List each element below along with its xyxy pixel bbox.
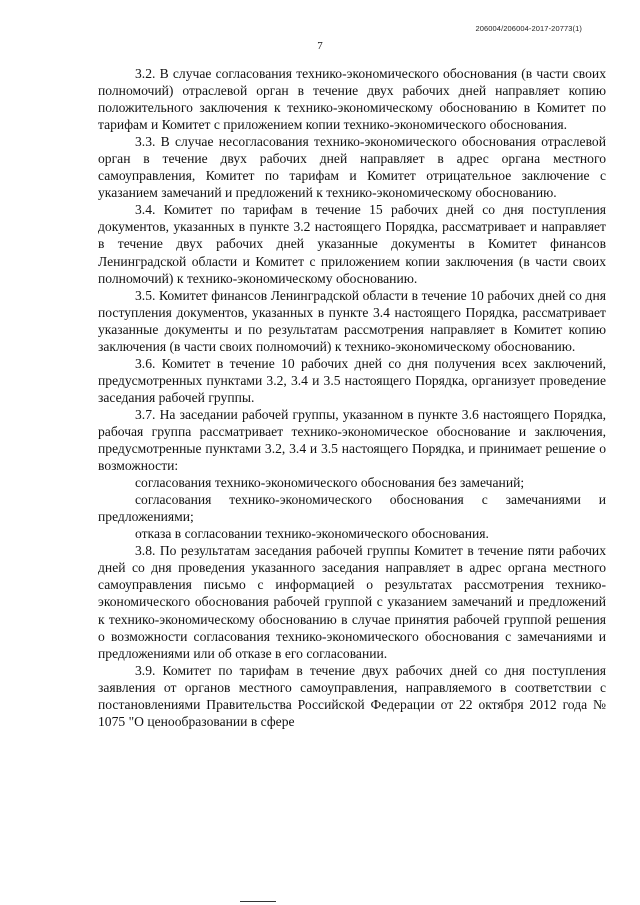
option-with-remarks: согласования технико-экономического обоснования с замечаниями и предложениями; bbox=[98, 492, 606, 525]
paragraph-3-3: 3.3. В случае несогласования технико-экономического обоснования отраслевой орган в течение двух рабочих дней направляет в адрес органа местного самоуправления, Комитет по тарифам и Комитет отрицательное заключение с указанием замечаний и предложений к технико-экономическому обоснованию. bbox=[98, 134, 606, 201]
paragraph-3-7: 3.7. На заседании рабочей группы, указанном в пункте 3.6 настоящего Порядка, рабочая группа рассматривает технико-экономическое обоснование и заключения, предусмотренные пунктами 3.2, 3.4 и 3.5 настоящего Порядка, и принимает решение о возможности: bbox=[98, 406, 606, 474]
paragraph-3-6: 3.6. Комитет в течение 10 рабочих дней со дня получения всех заключений, предусмотренных пунктами 3.2, 3.4 и 3.5 настоящего Порядка, организует проведение заседания рабочей группы. bbox=[98, 355, 606, 405]
option-refusal: отказа в согласовании технико-экономического обоснования. bbox=[135, 526, 489, 542]
option-no-remarks: согласования технико-экономического обоснования без замечаний; bbox=[135, 475, 525, 491]
page-number: 7 bbox=[317, 40, 323, 52]
document-id: 206004/206004-2017-20773(1) bbox=[475, 24, 582, 33]
paragraph-3-8: 3.8. По результатам заседания рабочей группы Комитет в течение пяти рабочих дней со дня проведения указанного заседания направляет в адрес органа местного самоуправления письмо с информацией о результатах рассмотрения технико-экономического обоснования рабочей группой с указанием замечаний и предложений к технико-экономическому обоснованию в случае принятия рабочей группой решения о возможности согласования технико-экономического обоснования с замечаниями и предложениями или об отказе в его согласовании. bbox=[98, 543, 606, 661]
paragraph-3-5: 3.5. Комитет финансов Ленинградской области в течение 10 рабочих дней со дня поступления документов, указанных в пункте 3.4 настоящего Порядка, рассматривает указанные документы и по результатам рассмотрения направляет в Комитет копию заключения (в части своих полномочий) к технико-экономическому обоснованию. bbox=[98, 287, 606, 354]
paragraph-3-2: 3.2. В случае согласования технико-экономического обоснования (в части своих полномочий) отраслевой орган в течение двух рабочих дней направляет копию положительного заключения к технико-экономическому обоснованию в Комитет по тарифам и Комитет с приложением копии технико-экономического обоснования. bbox=[98, 66, 606, 133]
document-body bbox=[98, 65, 606, 730]
footer-rule bbox=[240, 901, 276, 902]
paragraph-3-4: 3.4. Комитет по тарифам в течение 15 рабочих дней со дня поступления документов, указанных в пункте 3.2 настоящего Порядка, рассматривает и направляет в течение двух рабочих дней указанные документы в Комитет финансов Ленинградской области и Комитет с приложением копии заключения (в части своих полномочий) к технико-экономическому обоснованию. bbox=[98, 202, 606, 286]
paragraph-3-9: 3.9. Комитет по тарифам в течение двух рабочих дней со дня поступления заявления от органов местного самоуправления, направляемого в соответствии с постановлениями Правительства Российской Федерации от 22 октября 2012 года № 1075 "О ценообразовании в сфере bbox=[98, 662, 606, 729]
